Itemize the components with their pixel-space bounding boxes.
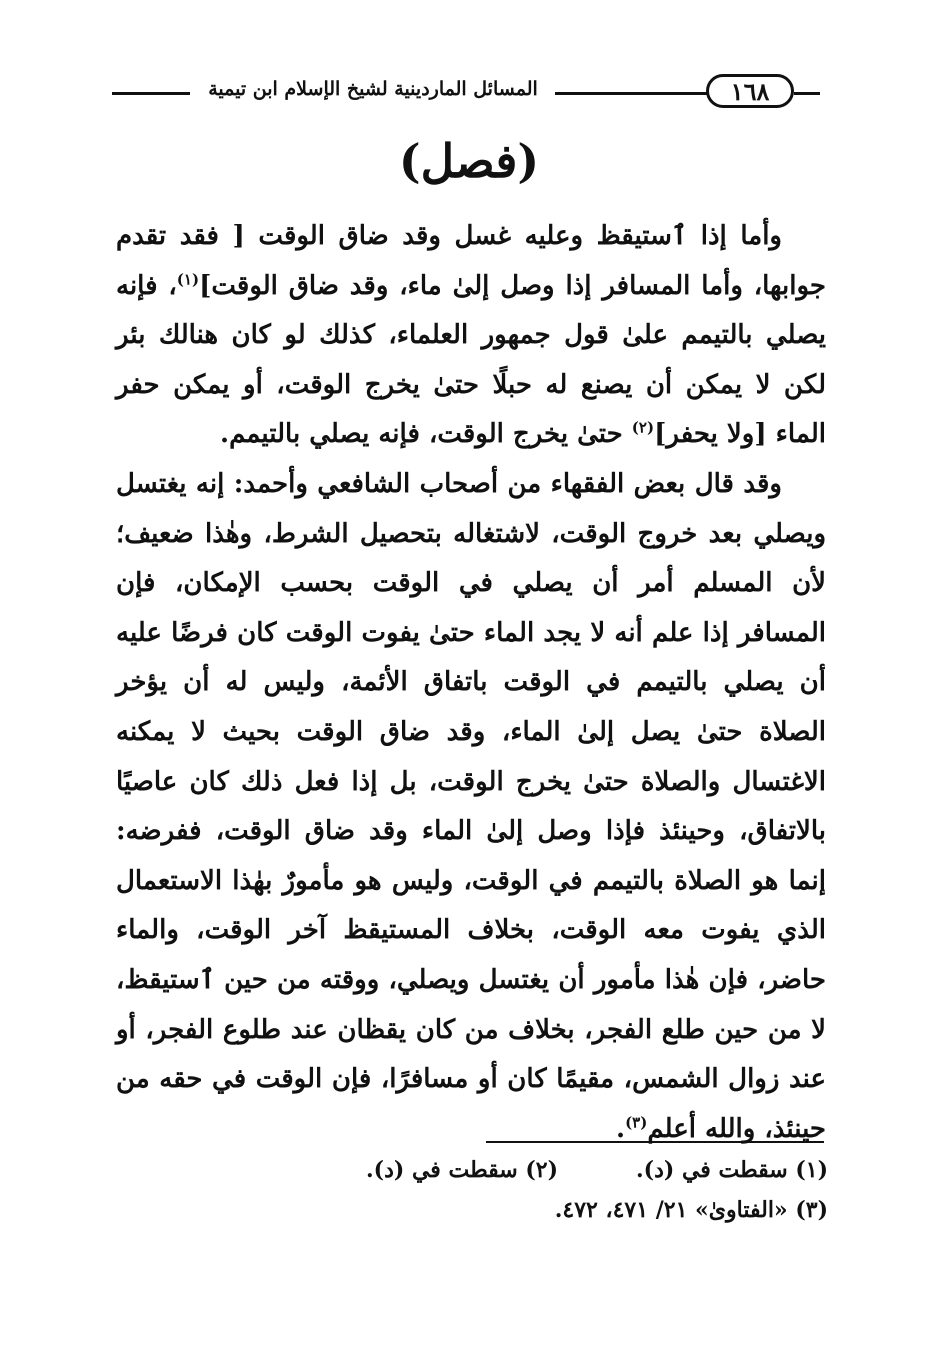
paragraph-1 xyxy=(116,212,826,460)
paragraph-text: ، فإنه يصلي بالتيمم علىٰ قول جمهور العلماء، كذلك لو كان هنالك بئر لكن لا يمكن أن يصنع له حبلًا حتىٰ يخرج الوقت، أو يمكن حفر الماء [ولا يحفر] xyxy=(116,270,826,450)
body-text xyxy=(116,212,826,1154)
page-header xyxy=(100,74,822,118)
paragraph-text: . xyxy=(616,1113,626,1144)
footnote-row xyxy=(116,1150,828,1190)
footnote-ref: (٣) xyxy=(625,1113,648,1132)
header-rule-middle xyxy=(555,92,707,95)
footnote-ref: (٢) xyxy=(631,418,655,437)
footnote-1: (١) سقطت في (د). xyxy=(636,1157,828,1183)
header-rule-right xyxy=(794,92,820,95)
paragraph-2 xyxy=(116,460,826,1154)
footnotes xyxy=(116,1150,828,1230)
page-number: ١٦٨ xyxy=(730,76,770,106)
section-heading: (فصل) xyxy=(398,134,540,188)
footnote-ref: (١) xyxy=(176,269,200,288)
footnote-separator xyxy=(486,1141,824,1143)
paragraph-text: وأما إذا ٱستيقظ وعليه غسل وقد ضاق الوقت [ فقد تقدم جوابها، وأما المسافر إذا وصل إلىٰ ماء، وقد ضاق الوقت] xyxy=(116,221,826,301)
header-rule-left xyxy=(112,92,190,95)
paragraph-text: حتىٰ يخرج الوقت، فإنه يصلي بالتيمم. xyxy=(220,419,632,450)
page-number-badge xyxy=(706,74,794,108)
paragraph-text: وقد قال بعض الفقهاء من أصحاب الشافعي وأحمد: إنه يغتسل ويصلي بعد خروج الوقت، لاشتغاله بتحصيل الشرط، وهٰذا ضعيف؛ لأن المسلم أمر أن يصلي في الوقت بحسب الإمكان، فإن المسافر إذا علم أنه لا يجد الماء حتىٰ يفوت الوقت كان فرضًا عليه أن يصلي بالتيمم في الوقت باتفاق الأئمة، وليس له أن يؤخر الصلاة حتىٰ يصل إلىٰ الماء، وقد ضاق الوقت بحيث لا يمكنه الاغتسال والصلاة حتىٰ يخرج الوقت، بل إذا فعل ذلك كان عاصيًا بالاتفاق، وحينئذ فإذا وصل إلىٰ الماء وقد ضاق الوقت، ففرضه: إنما هو الصلاة بالتيمم في الوقت، وليس هو مأمورٌ بهٰذا الاستعمال الذي يفوت معه الوقت، بخلاف المستيقظ آخر الوقت، والماء حاضر، فإن هٰذا مأمور أن يغتسل ويصلي، ووقته من حين ٱستيقظ، لا من حين طلع الفجر، بخلاف من كان يقظان عند طلوع الفجر، أو عند زوال الشمس، مقيمًا كان أو مسافرًا، فإن الوقت في حقه من حينئذ، والله أعلم xyxy=(116,468,826,1144)
footnote-2: (٢) سقطت في (د). xyxy=(366,1157,558,1183)
running-title: المسائل الماردينية لشيخ الإسلام ابن تيمية xyxy=(208,78,538,100)
footnote-3: (٣) «الفتاوىٰ» ٢١/ ٤٧١، ٤٧٢. xyxy=(554,1197,828,1223)
